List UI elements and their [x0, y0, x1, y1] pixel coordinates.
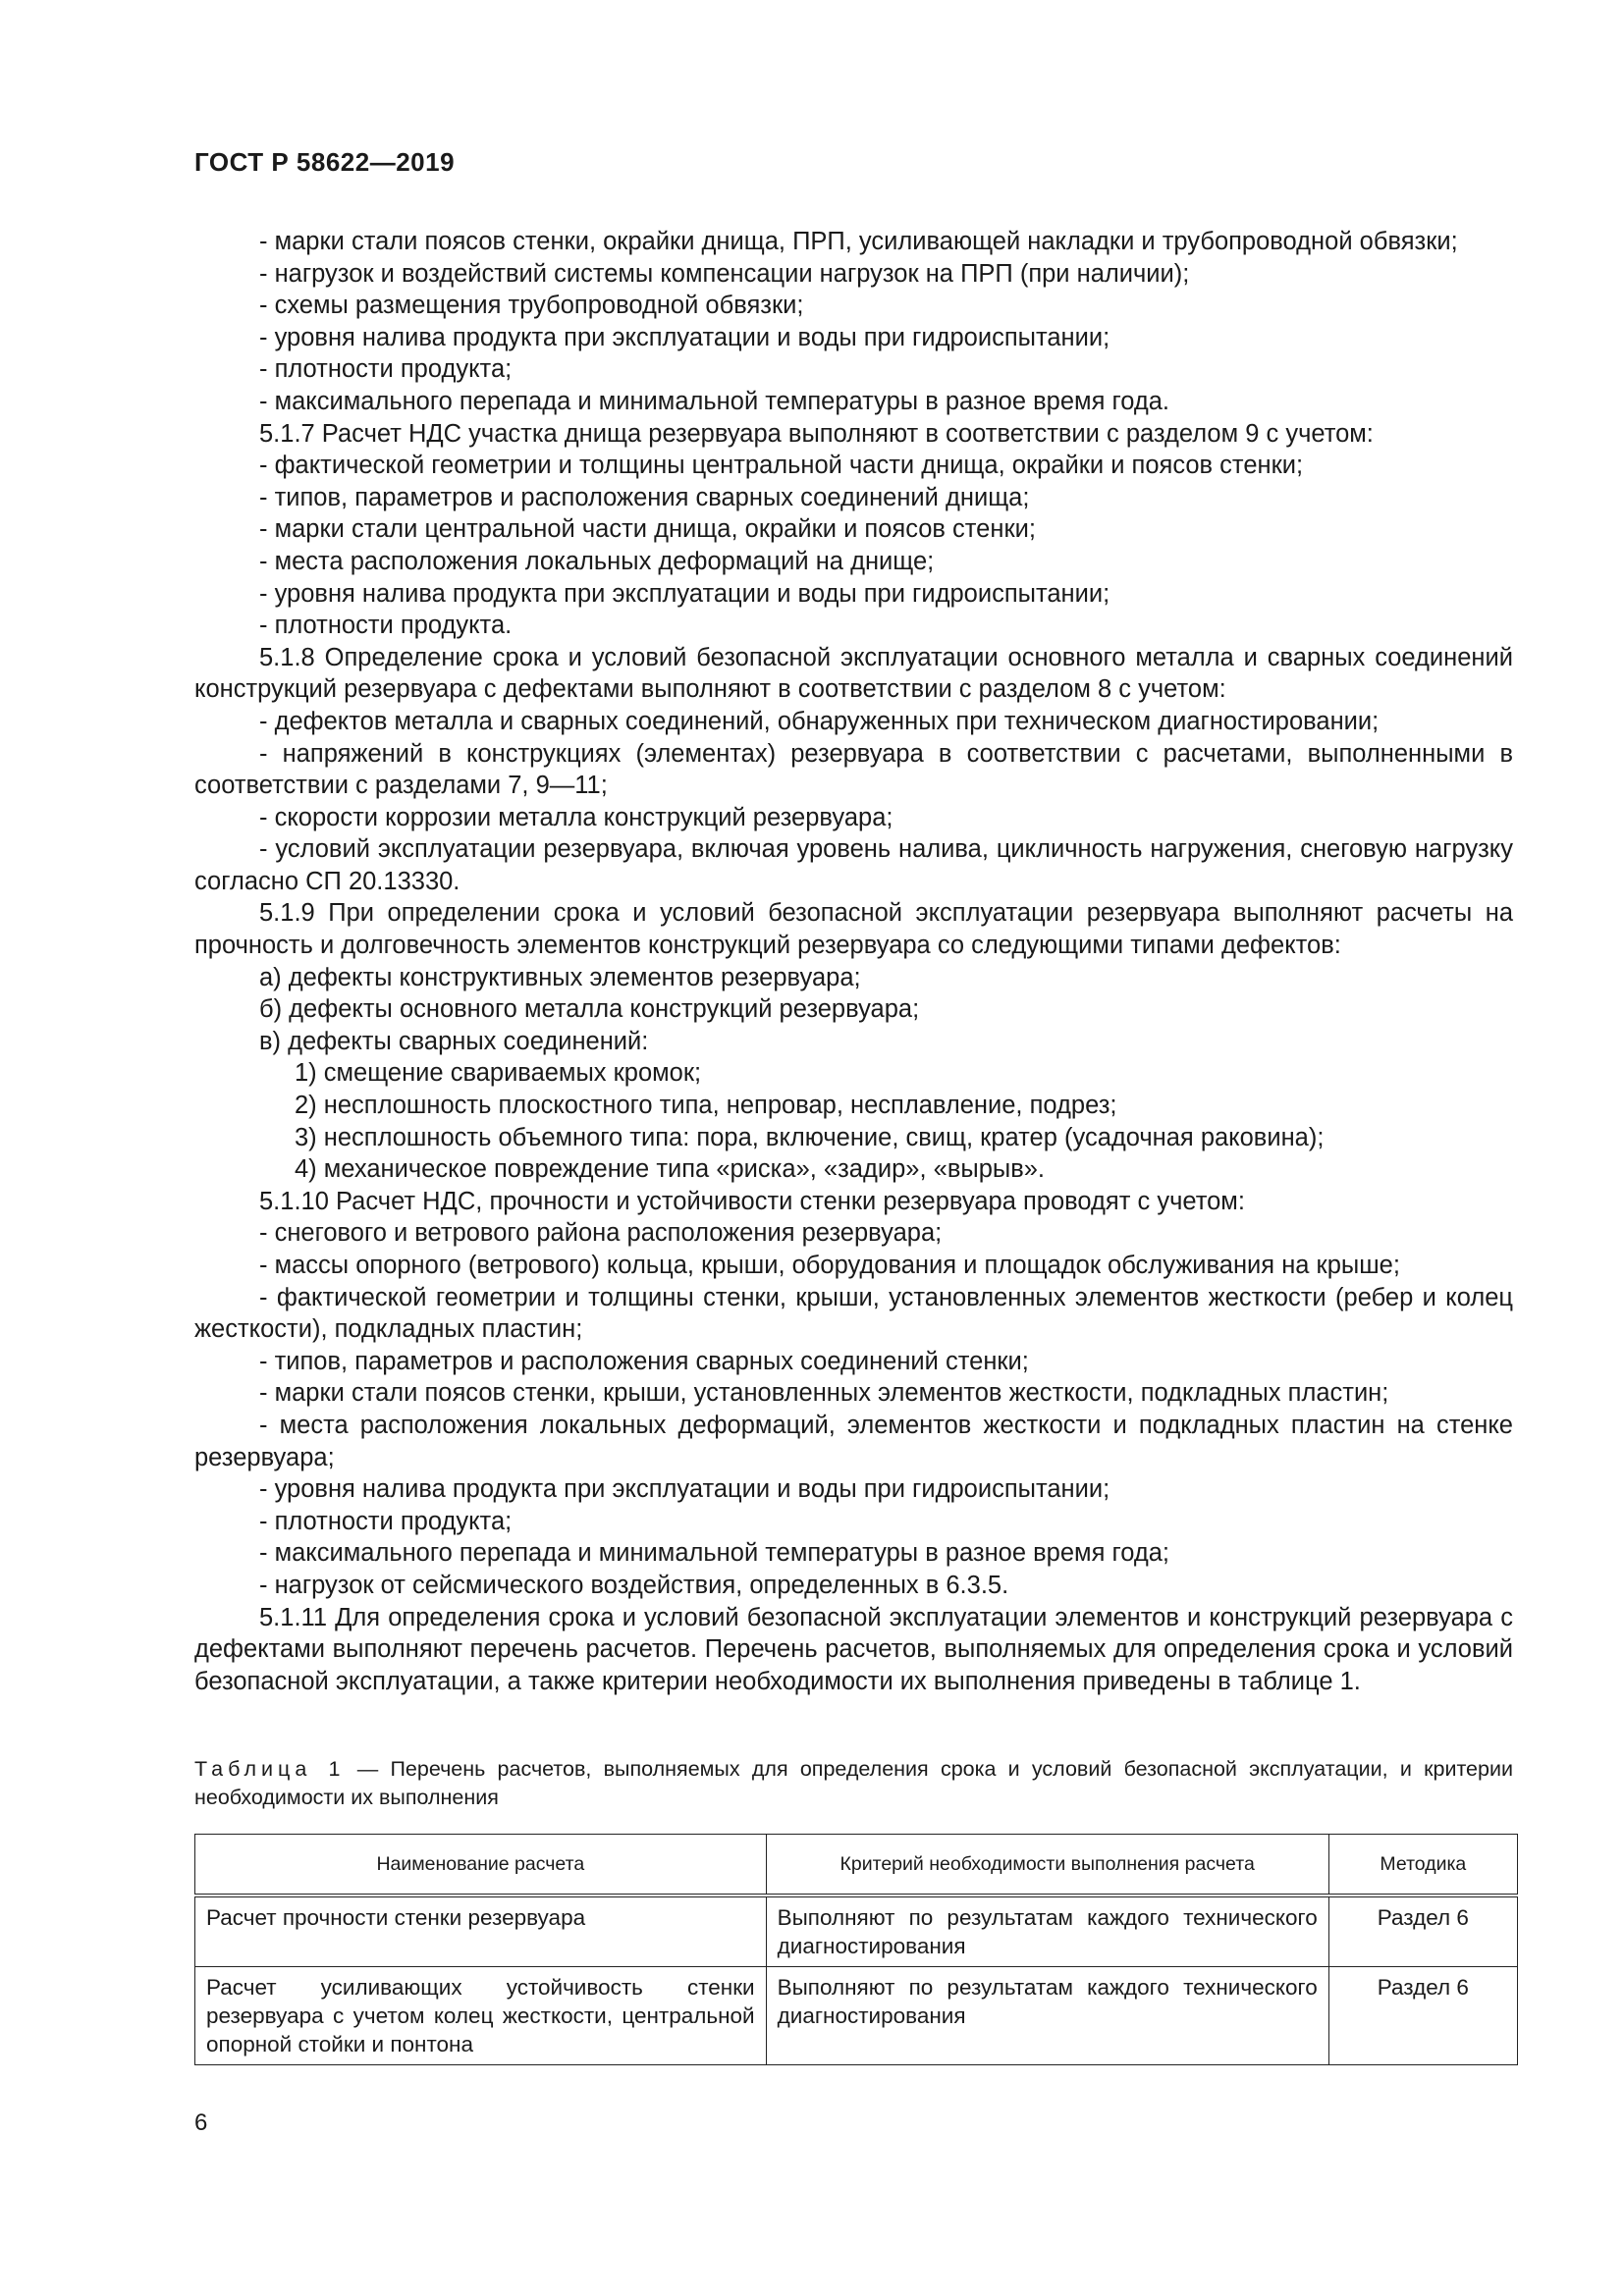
table-row: [195, 1967, 1518, 2065]
table-caption-text: — Перечень расчетов, выполняемых для определения срока и условий безопасной эксплуатации, и критерии необходимости их выполнения: [194, 1757, 1513, 1809]
text-line: - дефектов металла и сварных соединений, обнаруженных при техническом диагностировании;: [259, 707, 1380, 735]
list-block-1: [194, 226, 1513, 642]
text-line: - максимального перепада и минимальной температуры в разное время года;: [259, 1539, 1169, 1568]
text-line: а) дефекты конструктивных элементов резервуара;: [259, 963, 861, 991]
table-caption: [194, 1755, 1513, 1812]
cell-criterion: Выполняют по результатам каждого технического диагностирования: [766, 1967, 1328, 2065]
text-line: - уровня налива продукта при эксплуатации и воды при гидроиспытании;: [259, 323, 1110, 351]
text-line: - плотности продукта;: [259, 355, 513, 384]
header-criterion: Критерий необходимости выполнения расчета: [766, 1835, 1328, 1896]
list-block-5: [194, 1346, 1513, 1410]
paragraph-5-1-9: 5.1.9 При определении срока и условий безопасной эксплуатации резервуара выполняют расчеты на прочность и долговечность элементов конструкций резервуара со следующими типами дефектов:: [194, 899, 1513, 960]
text-line: - уровня налива продукта при эксплуатации и воды при гидроиспытании;: [259, 1475, 1110, 1504]
text-line: в) дефекты сварных соединений:: [259, 1027, 649, 1055]
text-line: - нагрузок от сейсмического воздействия, определенных в 6.3.5.: [259, 1571, 1009, 1599]
list-block-6: [194, 1473, 1513, 1601]
cell-calculation-name: Расчет усиливающих устойчивость стенки резервуара с учетом колец жесткости, центральной опорной стойки и понтона: [195, 1967, 767, 2065]
text-line: - снегового и ветрового района расположения резервуара;: [259, 1219, 943, 1248]
text-line: - марки стали поясов стенки, крыши, установленных элементов жесткости, подкладных пластин;: [259, 1379, 1389, 1408]
cell-criterion: Выполняют по результатам каждого технического диагностирования: [766, 1896, 1328, 1967]
paragraph-5-1-8: 5.1.8 Определение срока и условий безопасной эксплуатации основного металла и сварных соединений конструкций резервуара с дефектами выполняют в соответствии с разделом 8 с учетом:: [194, 643, 1513, 704]
text-line: 3) несплошность объемного типа: пора, включение, свищ, кратер (усадочная раковина);: [295, 1123, 1325, 1151]
text-line: - типов, параметров и расположения сварных соединений стенки;: [259, 1347, 1029, 1375]
text-line: 1) смещение свариваемых кромок;: [295, 1059, 702, 1088]
list-block-2: [194, 706, 1513, 738]
table-caption-label: Таблица 1: [194, 1757, 346, 1781]
text-line: - марки стали поясов стенки, окрайки днища, ПРП, усиливающей накладки и трубопроводной обвязки;: [259, 228, 1458, 255]
text-line: - массы опорного (ветрового) кольца, крыши, оборудования и площадок обслуживания на крыше;: [259, 1252, 1400, 1279]
text-line: - места расположения локальных деформаций на днище;: [259, 547, 935, 575]
header-method: Методика: [1328, 1835, 1517, 1896]
cell-method: Раздел 6: [1328, 1896, 1517, 1967]
document-header: ГОСТ Р 58622—2019: [194, 147, 456, 177]
text-line: - схемы размещения трубопроводной обвязки;: [259, 292, 804, 320]
text-line: - фактической геометрии и толщины центральной части днища, окрайки и поясов стенки;: [259, 452, 1304, 480]
text-line: - плотности продукта.: [259, 612, 513, 640]
text-line: 5.1.10 Расчет НДС, прочности и устойчивости стенки резервуара проводят с учетом:: [259, 1187, 1245, 1215]
list-block-3: [194, 802, 1513, 834]
text-line: - максимального перепада и минимальной температуры в разное время года.: [259, 387, 1169, 415]
page-number: 6: [194, 2109, 208, 2136]
text-line: - нагрузок и воздействий системы компенсации нагрузок на ПРП (при наличии);: [259, 259, 1190, 288]
text-line: - типов, параметров и расположения сварных соединений днища;: [259, 483, 1030, 511]
text-line: - марки стали центральной части днища, окрайки и поясов стенки;: [259, 515, 1036, 544]
text-line: 2) несплошность плоскостного типа, непровар, несплавление, подрез;: [295, 1092, 1117, 1120]
paragraph-5-1-10-deformations: - места расположения локальных деформаций, элементов жесткости и подкладных пластин на стенке резервуара;: [194, 1411, 1513, 1471]
cell-method: Раздел 6: [1328, 1967, 1517, 2065]
text-line: 5.1.7 Расчет НДС участка днища резервуара выполняют в соответствии с разделом 9 с учетом:: [259, 419, 1374, 448]
calculations-table: [194, 1834, 1518, 2065]
paragraph-5-1-8-conditions: - условий эксплуатации резервуара, включая уровень налива, цикличность нагружения, снеговую нагрузку согласно СП 20.13330.: [194, 835, 1513, 895]
text-line: б) дефекты основного металла конструкций резервуара;: [259, 995, 920, 1024]
table-header-row: [195, 1835, 1518, 1896]
list-block-4: [194, 962, 1513, 1282]
paragraph-5-1-10-geometry: - фактической геометрии и толщины стенки, крыши, установленных элементов жесткости (ребер и колец жесткости), подкладных пластин;: [194, 1283, 1513, 1344]
header-calculation-name: Наименование расчета: [195, 1835, 767, 1896]
text-line: - уровня налива продукта при эксплуатации и воды при гидроиспытании;: [259, 579, 1110, 608]
paragraph-5-1-8-stresses: - напряжений в конструкциях (элементах) резервуара в соответствии с расчетами, выполненными в соответствии с разделами 7, 9—11;: [194, 739, 1513, 800]
text-line: - плотности продукта;: [259, 1507, 513, 1535]
cell-calculation-name: Расчет прочности стенки резервуара: [195, 1896, 767, 1967]
paragraph-5-1-11: 5.1.11 Для определения срока и условий безопасной эксплуатации элементов и конструкций резервуара с дефектами выполняют перечень расчетов. Перечень расчетов, выполняемых для определения срока и условий безопасной эксплуатации, а также критерии необходимости их выполнения приведены в таблице 1.: [194, 1603, 1513, 1695]
text-line: 4) механическое повреждение типа «риска», «задир», «вырыв».: [295, 1155, 1046, 1184]
document-body: [194, 226, 1513, 1697]
table-row: [195, 1896, 1518, 1967]
text-line: - скорости коррозии металла конструкций резервуара;: [259, 803, 893, 831]
